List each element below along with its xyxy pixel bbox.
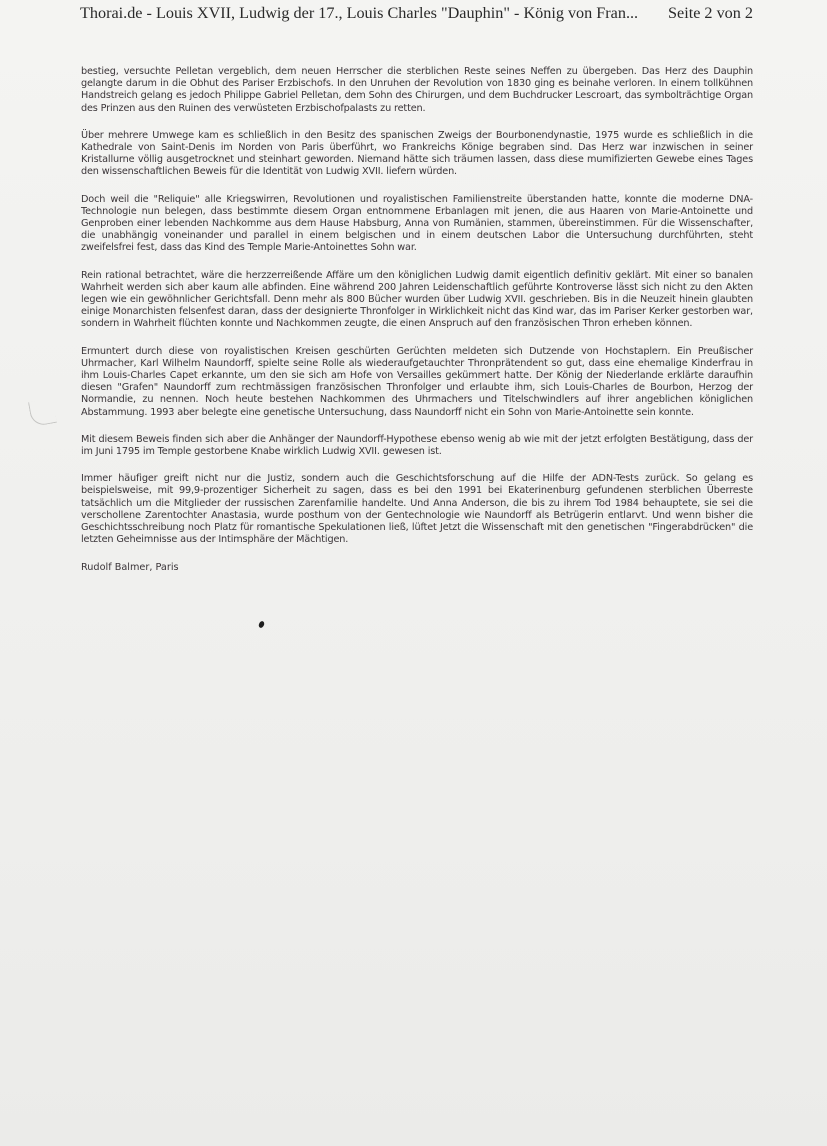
scan-artifact-mark — [28, 398, 57, 427]
paragraph-4: Rein rational betrachtet, wäre die herzzerreißende Affäre um den königlichen Ludwig damit eigentlich definitiv geklärt. Mit einer so banalen Wahrheit werden sich aber kaum alle abfinden. Eine während 200 Jahren Leidenschaftlich geführte Kontroverse lässt sich nicht zu den Akten legen wie ein gewöhnlicher Gerichtsfall. Denn mehr als 800 Bücher wurden über Ludwig XVII. geschrieben. Bis in die Neuzeit hinein glaubten einige Monarchisten felsenfest daran, dass der designierte Thronfolger in Wirklichkeit nicht das Kind war, das im Pariser Kerker gestorben war, sondern in Wahrheit flüchten konnte und Nachkommen zeugte, die einen Anspruch auf den französischen Thron erheben können. — [81, 269, 753, 330]
article-body — [81, 66, 753, 574]
paragraph-5: Ermuntert durch diese von royalistischen Kreisen geschürten Gerüchten meldeten sich Dutzende von Hochstaplern. Ein Preußischer Uhrmacher, Karl Wilhelm Naundorff, spielte seine Rolle als wiederaufgetauchter Thronprätendent so gut, dass eine ehemalige Kinderfrau in ihm Louis-Charles Capet erkannte, um den sie sich am Hofe von Versailles gekümmert hatte. Der König der Niederlande erklärte daraufhin diesen "Grafen" Naundorff zum rechtmässigen französischen Thronfolger und erlaubte ihm, sich Louis-Charles de Bourbon, Herzog der Normandie, zu nennen. Noch heute bestehen Nachkommen des Uhrmachers und Titelschwindlers auf ihrer angeblichen königlichen Abstammung. 1993 aber belegte eine genetische Untersuchung, dass Naundorff nicht ein Sohn von Marie-Antoinette sein konnte. — [81, 345, 753, 418]
print-header — [80, 4, 760, 28]
paragraph-2: Über mehrere Umwege kam es schließlich in den Besitz des spanischen Zweigs der Bourbonendynastie, 1975 wurde es schließlich in die Kathedrale von Saint-Denis im Norden von Paris überführt, wo Frankreichs Könige begraben sind. Das Herz war inzwischen in seiner Kristallurne völlig ausgetrocknet und steinhart geworden. Niemand hätte sich träumen lassen, dass diese mumifizierten Gewebe eines Tages den wissenschaftlichen Beweis für die Identität von Ludwig XVII. liefern würden. — [81, 129, 753, 178]
paragraph-6: Mit diesem Beweis finden sich aber die Anhänger der Naundorff-Hypothese ebenso wenig ab wie mit der jetzt erfolgten Bestätigung, dass der im Juni 1795 im Temple gestorbene Knabe wirklich Ludwig XVII. gewesen ist. — [81, 433, 753, 458]
ink-spot — [258, 620, 265, 628]
page-number: Seite 2 von 2 — [668, 4, 753, 22]
paragraph-7: Immer häufiger greift nicht nur die Justiz, sondern auch die Geschichtsforschung auf die Hilfe der ADN-Tests zurück. So gelang es beispielsweise, mit 99,9-prozentiger Sicherheit zu sagen, dass es bei den 1991 bei Ekaterinenburg gefundenen sterblichen Überreste tatsächlich um die Mitglieder der russischen Zarenfamilie handelte. Und Anna Anderson, die bis zu ihrem Tod 1984 behauptete, sie sei die verschollene Zarentochter Anastasia, wurde posthum von der Gentechnologie wie Naundorff als Betrügerin entlarvt. Und wenn bisher die Geschichtsschreibung noch Platz für romantische Spekulationen ließ, lüftet Jetzt die Wissenschaft mit den genetischen "Fingerabdrücken" die letzten Geheimnisse aus der Intimsphäre der Mächtigen. — [81, 473, 753, 546]
paragraph-3: Doch weil die "Reliquie" alle Kriegswirren, Revolutionen und royalistischen Familienstreite überstanden hatte, konnte die moderne DNA-Technologie nun belegen, dass bestimmte diesem Organ entnommene Erbanlagen mit jenen, die aus Haaren von Marie-Antoinette und Genproben einer lebenden Nachkomme aus dem Hause Habsburg, Anna von Rumänien, stammen, übereinstimmen. Für die Wissenschafter, die unabhängig voneinander und parallel in einem belgischen und in einem deutschen Labor die Untersuchung durchführten, steht zweifelsfrei fest, dass das Kind des Temple Marie-Antoinettes Sohn war. — [81, 193, 753, 254]
author-signature: Rudolf Balmer, Paris — [81, 561, 179, 573]
paragraph-1: bestieg, versuchte Pelletan vergeblich, dem neuen Herrscher die sterblichen Reste seines Neffen zu übergeben. Das Herz des Dauphin gelangte darum in die Obhut des Pariser Erzbischofs. In den Unruhen der Revolution von 1830 ging es beinahe verloren. In einem tollkühnen Handstreich gelang es jedoch Philippe Gabriel Pelletan, dem Sohn des Chirurgen, und dem Buchdrucker Lescroart, das symbolträchtige Organ des Prinzen aus den Ruinen des verwüsteten Erzbischofpalasts zu retten. — [81, 66, 753, 114]
header-title: Thorai.de - Louis XVII, Ludwig der 17., Louis Charles "Dauphin" - König von Fran... — [80, 4, 639, 22]
